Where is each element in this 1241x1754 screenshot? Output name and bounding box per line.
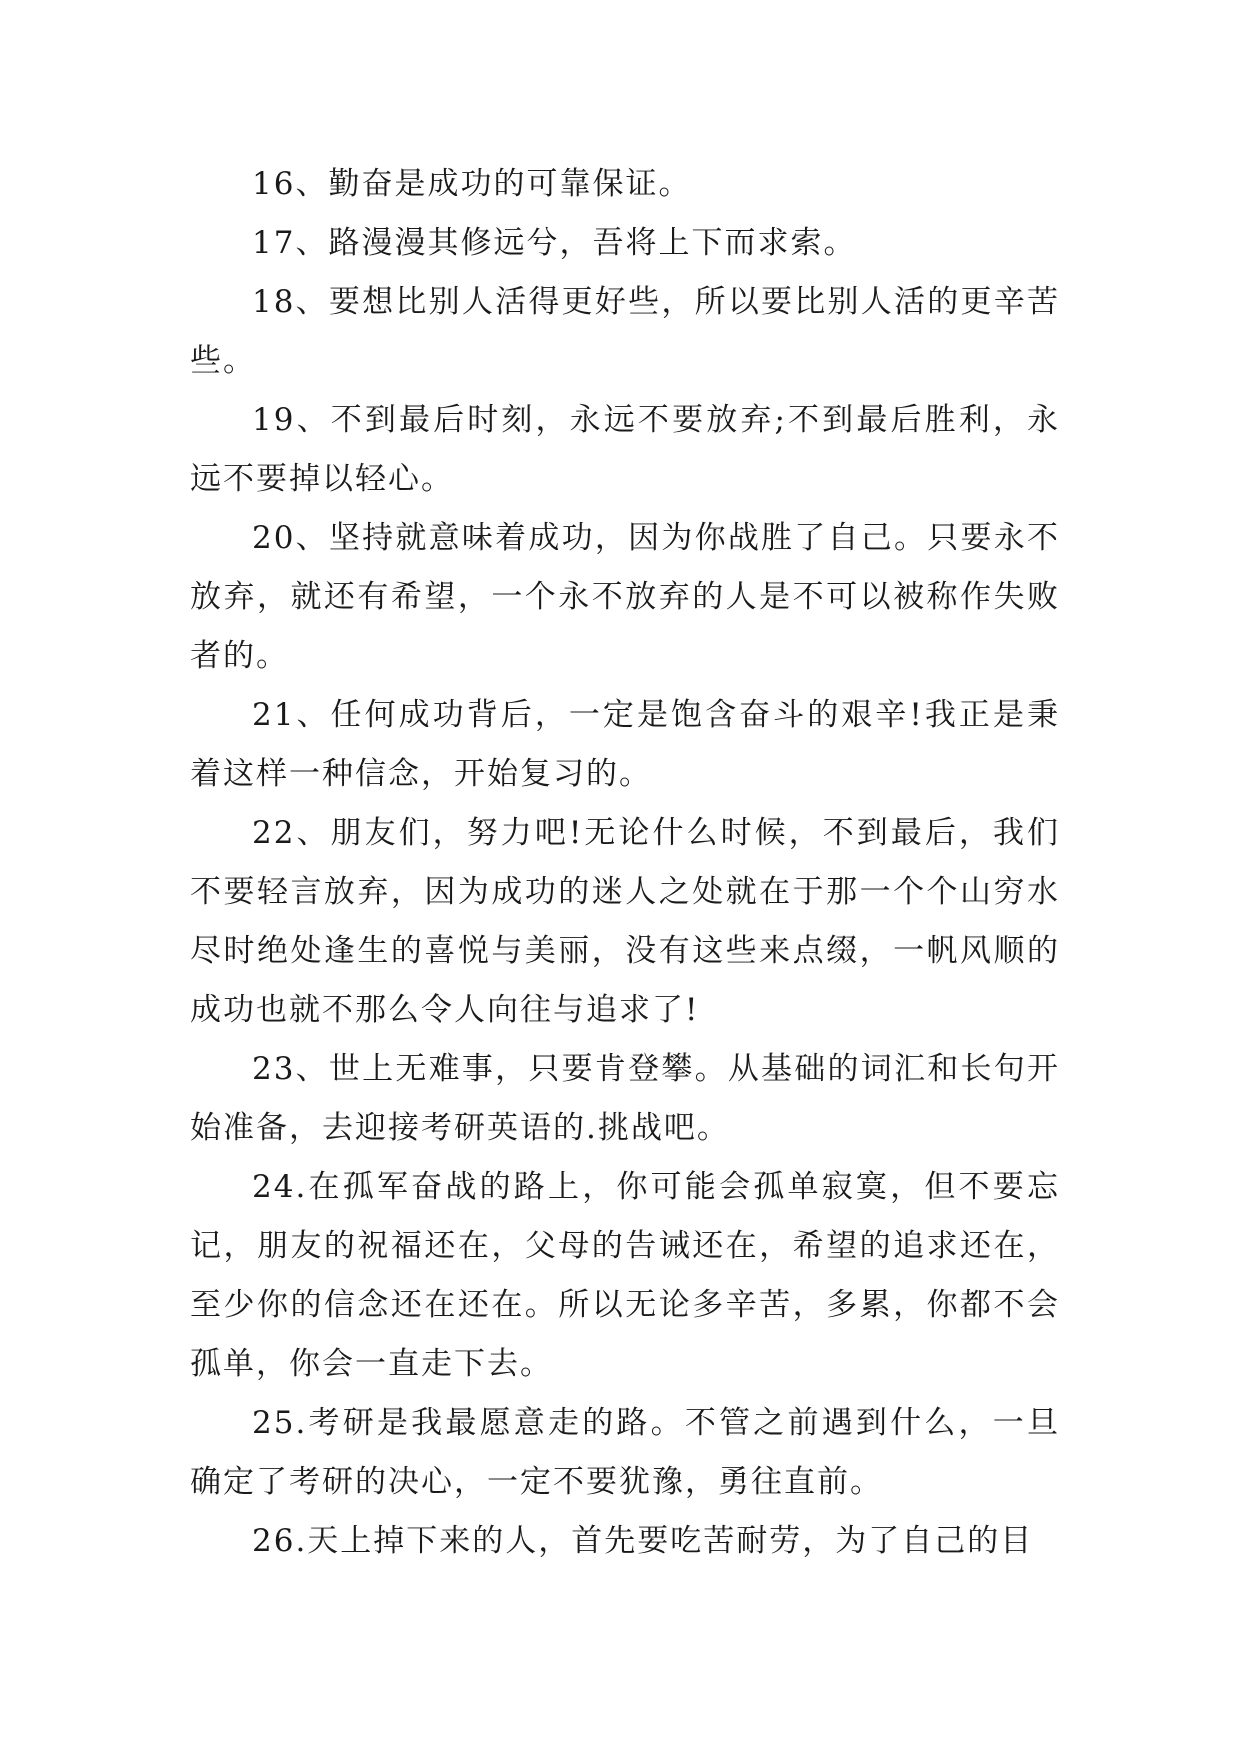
paragraph-23: 23、世上无难事，只要肯登攀。从基础的词汇和长句开始准备，去迎接考研英语的.挑战吧。 — [190, 1051, 1060, 1146]
document-body — [190, 155, 1060, 1571]
paragraph-22: 22、朋友们，努力吧!无论什么时候，不到最后，我们不要轻言放弃，因为成功的迷人之处就在于那一个个山穷水尽时绝处逢生的喜悦与美丽，没有这些来点缀，一帆风顺的成功也就不那么令人向往与追求了! — [190, 815, 1060, 1028]
paragraph-21: 21、任何成功背后，一定是饱含奋斗的艰辛!我正是秉着这样一种信念，开始复习的。 — [190, 697, 1060, 792]
paragraph-19: 19、不到最后时刻，永远不要放弃;不到最后胜利，永远不要掉以轻心。 — [190, 402, 1060, 497]
paragraph-17: 17、路漫漫其修远兮，吾将上下而求索。 — [252, 225, 857, 261]
paragraph-25: 25.考研是我最愿意走的路。不管之前遇到什么，一旦确定了考研的决心，一定不要犹豫，勇往直前。 — [190, 1405, 1060, 1500]
paragraph-26: 26.天上掉下来的人，首先要吃苦耐劳，为了自己的目 — [252, 1523, 1034, 1559]
paragraph-24: 24.在孤军奋战的路上，你可能会孤单寂寞，但不要忘记，朋友的祝福还在，父母的告诫还在，希望的追求还在，至少你的信念还在还在。所以无论多辛苦，多累，你都不会孤单，你会一直走下去。 — [190, 1169, 1060, 1382]
paragraph-18: 18、要想比别人活得更好些，所以要比别人活的更辛苦些。 — [190, 284, 1060, 379]
paragraph-20: 20、坚持就意味着成功，因为你战胜了自己。只要永不放弃，就还有希望，一个永不放弃的人是不可以被称作失败者的。 — [190, 520, 1060, 674]
paragraph-16: 16、勤奋是成功的可靠保证。 — [252, 166, 692, 202]
